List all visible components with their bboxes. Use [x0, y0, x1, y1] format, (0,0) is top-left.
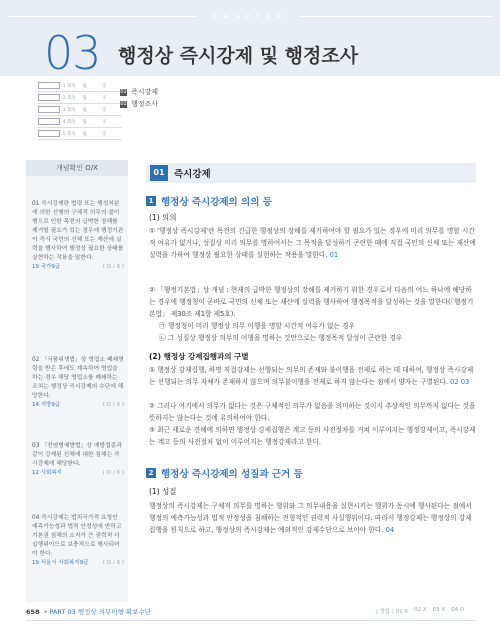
quiz-source: 19 국가9급 — [32, 264, 61, 270]
meaning-paragraph-2: ② 「행정기본법」상 개념 : 현재의 급박한 행정상의 장해를 제거하기 위한 경우로서 다음의 어느 하나에 해당하는 경우에 행정청이 곧바로 국민의 신체 또는 재산에 실력을 행사하여 행정목적을 달성하는 것을 말한다(「행정기본법」 제30조 제1항 제5호). — [149, 286, 474, 318]
quiz-text: 02 「식품위생법」상 영업소 폐쇄명령을 받은 후에도 계속하여 영업을 하는 경우 해당 영업소를 폐쇄하는 조치는 행정상 즉시강제의 수단에 해당한다. — [32, 357, 124, 399]
subsection-heading — [146, 194, 272, 208]
quiz-source: 12 사회복지 — [32, 470, 62, 476]
answer-item: 02 X — [414, 607, 427, 613]
toc-label: 즉시강제 — [131, 88, 159, 96]
toc-badge: 02 — [120, 100, 127, 107]
checkbox-icon[interactable] — [38, 94, 60, 101]
distinction-paragraph-3: ③ 최근 새로운 견해에 의하면 행정상 강제집행은 계고 등의 사전절차를 거쳐 이루어지는 행정강제이고, 즉시강제는 계고 등의 사전절차 없이 이루어지는 행정강제라고 한다. — [149, 426, 476, 446]
sidebar-title: 개념확인 O/X — [26, 160, 128, 176]
study-row: 3 회독 월 일 — [38, 104, 122, 116]
page-number: 658 — [26, 607, 40, 616]
quiz-ox[interactable]: ( O / X ) — [102, 264, 124, 270]
ox-quiz-sidebar — [26, 160, 128, 602]
ox-ref: 04 — [385, 526, 395, 534]
quiz-ox[interactable]: ( O / X ) — [102, 402, 124, 408]
toc-item[interactable] — [120, 86, 158, 98]
quiz-item — [32, 442, 124, 478]
distinction-heading: (2) 행정상 강제집행과의 구별 — [149, 352, 249, 361]
answer-key — [376, 607, 464, 615]
checkbox-icon[interactable] — [38, 118, 60, 125]
chapter-label: CHAPTER — [212, 13, 288, 21]
answer-item: 04 O — [451, 607, 465, 613]
quiz-item — [32, 514, 124, 568]
subsection-badge: 1 — [146, 196, 156, 206]
distinction-paragraph-1: ① 행정상 강제집행, 하명 직접강제는 선행되는 의무의 존재와 불이행을 전제로 하는 데 대하여, 행정상 즉시강제는 선행되는 의무 자체가 존재하지 않으며 의무불이행을 전제로 하지 않는다는 점에서 양자는 구별된다. 02 03 — [149, 366, 474, 386]
section-number: 01 — [150, 165, 168, 181]
checkbox-icon[interactable] — [38, 106, 60, 113]
quiz-text: 04 즉시강제는 법치국가적 요청인 예측가능성과 법적 안정성에 반하고 기본권 침해의 소지가 큰 권력적 사실행위이므로 보충적으로 행사되어야 한다. — [32, 515, 122, 557]
meaning-heading: (1) 의의 — [149, 213, 177, 222]
ox-ref: 01 — [329, 251, 339, 259]
checkbox-icon[interactable] — [38, 130, 60, 137]
study-row: 5 회독 월 일 — [38, 128, 122, 140]
chapter-toc — [120, 86, 158, 110]
study-row: 4 회독 월 일 — [38, 116, 122, 128]
nature-paragraph: 행정상의 즉시강제는 구체적 의무를 명하는 행위와 그 의무내용을 실현시키는 행위가 동시에 행사된다는 점에서 행정의 예측가능성과 법적 안정성을 침해하는 전형적인 권력적 사실행위이다. 따라서 행정강제는 행정상의 강제집행을 원칙으로 하고, 행정상의 즉시강제는 예외적인 강제수단으로 보아야 한다. 04 — [149, 502, 472, 534]
quiz-text: 03 「전염병예방법」상 예방접종과 같이 강제된 신체에 대한 침해는 즉시강제에 해당한다. — [32, 443, 122, 467]
study-row: 1 회독 월 일 — [38, 80, 122, 92]
section-title: 즉시강제 — [174, 169, 211, 180]
toc-label: 행정조사 — [131, 100, 159, 108]
answer-item: | 정답 | 01 X — [376, 609, 409, 615]
study-row: 2 회독 월 일 — [38, 92, 122, 104]
ox-ref: 02 03 — [450, 378, 470, 386]
quiz-text: 01 즉시강제란 법령 또는 행정처분에 의한 선행의 구체적 의무의 불이행으로 인한 목전의 급박한 장해를 제거할 필요가 있는 경우에 행정기관이 즉시 국민의 신체 또는 재산에 실력을 행사하여 행정상 필요한 상태를 실현하는 작용을 말한다. — [32, 201, 124, 261]
quiz-source: 14 지방9급 — [32, 402, 61, 408]
toc-badge: 01 — [120, 88, 127, 95]
meaning-sub-b: ㉡ 그 성질상 행정상 의무의 이행을 명하는 것만으로는 행정목적 달성이 곤란한 경우 — [159, 334, 403, 342]
quiz-ox[interactable]: ( O / X ) — [102, 470, 124, 476]
subsection-title: 행정상 즉시강제의 성질과 근거 등 — [161, 469, 303, 480]
subsection-title: 행정상 즉시강제의 의의 등 — [161, 197, 272, 208]
chapter-title: 행정상 즉시강제 및 행정조사 — [118, 45, 359, 67]
quiz-item — [32, 356, 124, 410]
footer-rule — [26, 620, 476, 621]
answer-item: 03 X — [432, 607, 446, 613]
quiz-source: 19 서울시 사회복지9급 — [32, 560, 89, 566]
page-footer — [26, 607, 155, 616]
subsection-badge: 2 — [146, 468, 156, 478]
toc-item[interactable] — [120, 98, 158, 110]
study-log — [38, 80, 122, 140]
quiz-ox[interactable]: ( O / X ) — [102, 560, 124, 566]
distinction-paragraph-2: ② 그러나 여기에서 의무가 없다는 것은 구체적인 의무가 없음을 의미하는 것이지 추상적인 의무까지 없다는 것을 뜻하지는 않는다는 것에 유의하여야 한다. — [149, 402, 476, 422]
meaning-sub-a: ㉠ 행정청이 미리 행정상 의무 이행을 명할 시간적 여유가 없는 경우 — [159, 322, 355, 330]
meaning-paragraph-1: ① '행정상 즉시강제'란 목전의 긴급한 행정상의 장해를 제거하여야 할 필요가 있는 경우에 미리 의무를 명할 시간적 여유가 없거나, 성질상 미리 의무를 명하여서는 그 목적을 달성하기 곤란한 때에 직접 국민의 신체 또는 재산에 실력을 가하여 행정상 필요한 상태를 실현하는 작용을 말한다. 01 — [149, 227, 476, 259]
subsection-heading — [146, 466, 303, 480]
nature-heading: (1) 성질 — [149, 487, 177, 496]
part-label: • PART 03 행정상 의무이행 확보수단 — [43, 608, 152, 616]
chapter-number: 03 — [44, 26, 101, 80]
quiz-item — [32, 200, 124, 272]
checkbox-icon[interactable] — [38, 82, 60, 89]
